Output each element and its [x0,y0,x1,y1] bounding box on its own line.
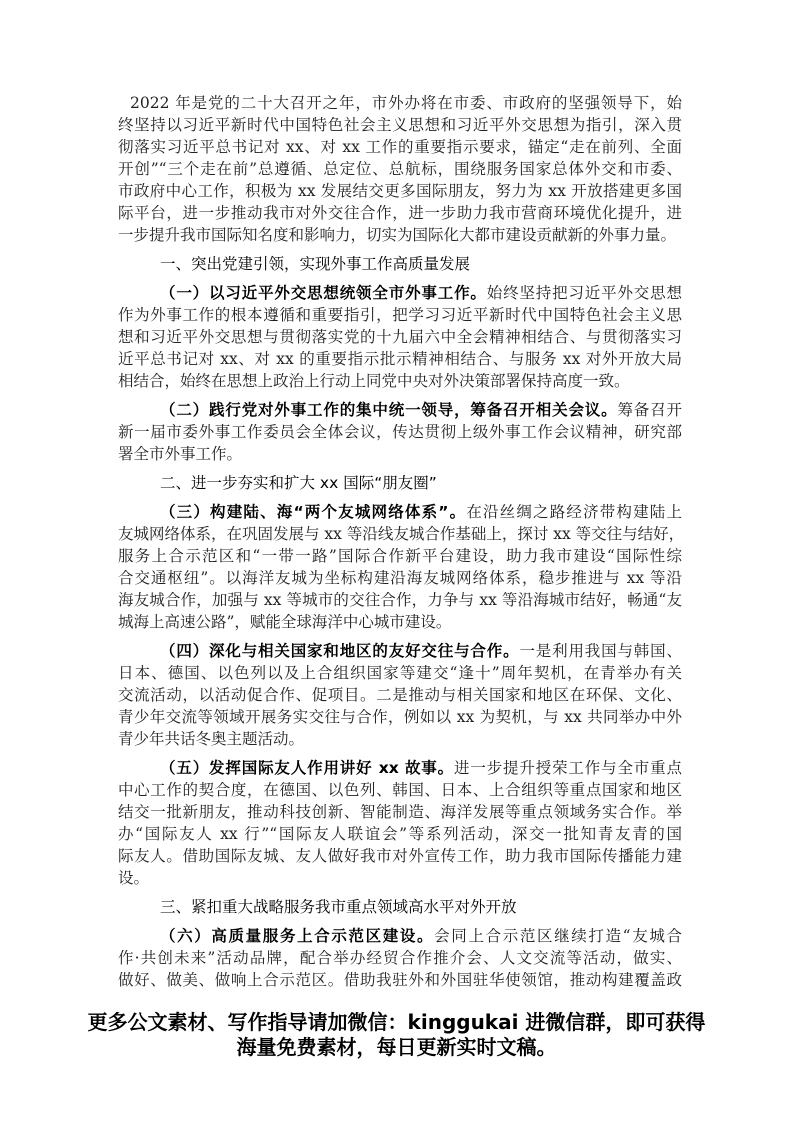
text-line [118,611,682,633]
text-line [118,947,682,969]
line-text: 际友人。借助国际友城、友人做好我市对外宣传工作，助力我市国际传播能力建 [118,847,682,865]
line-text: 近平总书记对 xx、对 xx 的重要指示批示精神相结合、与服务 xx 对外开放大局 [118,350,682,368]
text-line [118,545,682,567]
line-text: 相结合，始终在思想上政治上行动上同党中央对外决策部署保持高度一致。 [118,372,630,390]
text-line [118,523,685,545]
text-line [118,845,682,867]
line-text: 设。 [118,869,150,887]
text-line [118,114,682,136]
line-text: 际平台，进一步推动我市对外交往合作，进一步助力我市营商环境优化提升，进 [118,204,682,222]
promo-line-1: 更多公文素材、写作指导请加微信：kinggukai 进微信群，即可获得 [87,1010,706,1034]
line-text: 2022 年是党的二十大召开之年，市外办将在市委、市政府的坚强领导下，始 [130,94,682,112]
text-line [118,589,682,611]
line-text: 结交一批新朋友，推动科技创新、智能制造、海洋发展等重点领域务实合作。举 [118,803,682,821]
line-text: 城海上高速公路”，赋能全球海洋中心城市建设。 [118,613,452,631]
section-heading: 三、紧扣重大战略服务我市重点领域高水平对外开放 [160,898,517,916]
text-line [118,640,682,662]
text-line [118,779,682,801]
text-line [118,567,682,589]
line-text: 开创”“三个走在前”总遵循、总定位、总航标，围绕服务国家总体外交和市委、 [118,160,682,178]
line-text: 署全市外事工作。 [118,445,243,463]
text-line [118,443,682,465]
line-text: 服务上合示范区和“一带一路”国际合作新平台建设，助力我市建设“国际性综 [118,547,682,565]
line-text: 筹备召开 [617,401,682,419]
line-text: 办“国际友人 xx 行”“国际友人联谊会”等系列活动，深交一批知青友青的国 [118,825,682,843]
text-line [118,925,682,947]
line-text: 作·共创未来”活动品牌，配合举办经贸合作推介会、人文交流等活动，做实、 [118,949,682,967]
paragraph-lead: （一）以习近平外交思想统领全市外事工作。 [160,284,487,302]
text-line [118,684,682,706]
line-text: 始终坚持把习近平外交思想 [486,284,682,302]
text-line [118,662,682,684]
line-text: 中心工作的契合度，在德国、以色列、韩国、日本、上合组织等重点国家和地区 [118,781,682,799]
paragraph-lead: （三）构建陆、海“两个友城网络体系”。 [160,503,467,521]
text-line [118,399,682,421]
paragraph [118,92,682,246]
text-line [118,348,682,370]
text-line [118,823,682,845]
text-line [118,421,682,443]
paragraph-lead: （四）深化与相关国家和地区的友好交往与合作。 [160,642,520,660]
text-line [118,370,682,392]
line-text: 交流活动，以活动促合作、促项目。二是推动与相关国家和地区在环保、文化、 [118,686,682,704]
text-line [118,757,682,779]
text-line [118,867,682,889]
line-text: 新一届市委外事工作委员会全体会议，传达贯彻上级外事工作会议精神，研究部 [118,423,682,441]
text-line [118,801,682,823]
text-line [118,136,682,158]
line-text: 一是利用我国与韩国、 [519,642,682,660]
paragraph [118,925,682,991]
line-text: 青少年共话冬奥主题活动。 [118,730,305,748]
text-line [118,969,682,991]
paragraph [118,757,682,889]
text-line [118,501,682,523]
line-text: 一步提升我市国际知名度和影响力，切实为国际化大都市建设贡献新的外事力量。 [118,226,677,244]
paragraph-lead: （五）发挥国际友人作用讲好 xx 故事。 [160,759,454,777]
paragraph [118,640,682,750]
line-text: 友城网络体系，在巩固发展与 xx 等沿线友城合作基础上，探讨 xx 等交往与结好， [118,525,685,543]
promo-line-2: 海量免费素材，每日更新实时文稿。 [236,1035,557,1059]
promo-footer [0,1010,793,1060]
text-line [118,202,682,224]
paragraph [118,399,682,465]
text-line [118,158,682,180]
line-text: 在沿丝绸之路经济带构建陆上 [466,503,682,521]
text-line [118,728,682,750]
line-text: 市政府中心工作，积极为 xx 发展结交更多国际朋友，努力为 xx 开放搭建更多国 [118,182,682,200]
section-heading: 二、进一步夯实和扩大 xx 国际“朋友圈” [160,474,437,492]
line-text: 彻落实习近平总书记对 xx、对 xx 工作的重要指示要求，锚定“走在前列、全面 [118,138,682,156]
line-text: 想和习近平外交思想与贯彻落实党的十九届六中全会精神相结合、与贯彻落实习 [118,328,682,346]
paragraph [118,501,685,633]
paragraph-lead: （二）践行党对外事工作的集中统一领导，筹备召开相关会议。 [160,401,618,419]
line-text: 进一步提升授荣工作与全市重点 [454,759,682,777]
document-body [118,92,685,991]
paragraph-lead: （六）高质量服务上合示范区建设。 [160,927,435,945]
text-line [118,304,682,326]
paragraph [118,282,682,392]
line-text: 合交通枢纽”。以海洋友城为坐标构建沿海友城网络体系，稳步推进与 xx 等沿 [118,569,682,587]
text-line [118,706,682,728]
text-line [118,224,682,246]
line-text: 日本、德国、以色列以及上合组织国家等建交“逢十”周年契机，在青举办有关 [118,664,682,682]
line-text: 作为外事工作的根本遵循和重要指引，把学习习近平新时代中国特色社会主义思 [118,306,682,324]
line-text: 海友城合作，加强与 xx 等城市的交往合作，力争与 xx 等沿海城市结好，畅通“友 [118,591,682,609]
line-text: 会同上合示范区继续打造“友城合 [434,927,682,945]
line-text: 青少年交流等领域开展务实交往与合作，例如以 xx 为契机，与 xx 共同举办中外 [118,708,682,726]
line-text: 做好、做美、做响上合示范区。借助我驻外和外国驻华使领馆，推动构建覆盖政 [118,971,682,989]
text-line [118,282,682,304]
line-text: 终坚持以习近平新时代中国特色社会主义思想和习近平外交思想为指引，深入贯 [118,116,682,134]
text-line [118,180,682,202]
section-heading: 一、突出党建引领，实现外事工作高质量发展 [160,255,471,273]
text-line [118,326,682,348]
text-line [118,92,682,114]
